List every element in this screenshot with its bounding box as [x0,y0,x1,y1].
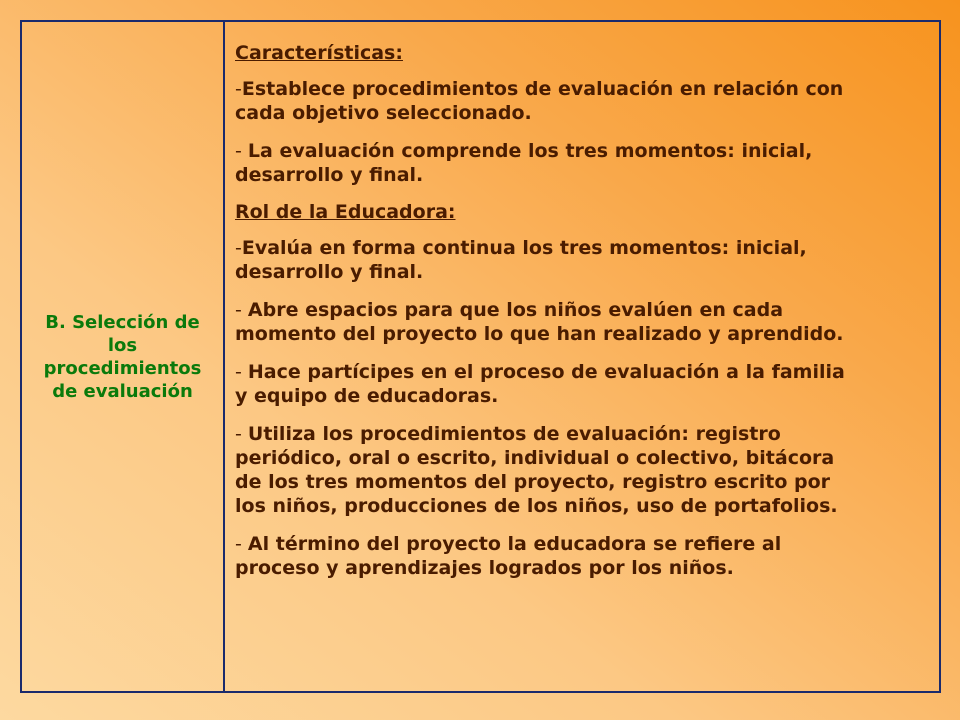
item-text-line: desarrollo y final. [235,261,424,283]
item-text-line: cada objetivo seleccionado. [235,102,532,124]
bullet-dash: - [235,361,248,383]
characteristic-item [235,77,925,125]
section-title-cell [22,22,225,691]
role-item [235,532,925,580]
item-text-line: Establece procedimientos de evaluación en relación con [241,78,844,100]
item-text-line: Evalúa en forma continua los tres momentos: inicial, [241,237,807,259]
bullet-dash: - [235,140,248,162]
role-item [235,236,925,284]
section-title-line: los [107,334,138,356]
characteristics-heading: Características: [235,42,403,64]
bullet-dash: - [235,237,242,259]
section-title-line: de evaluación [52,380,193,402]
bullet-dash: - [235,423,248,445]
item-text-line: Utiliza los procedimientos de evaluación: registro [247,423,781,445]
item-text-line: desarrollo y final. [235,164,424,186]
role-item [235,298,925,346]
item-text-line: momento del proyecto lo que han realizado y aprendido. [235,323,844,345]
item-text-line: periódico, oral o escrito, individual o colectivo, bitácora [235,447,835,469]
role-item [235,422,925,518]
content-table [20,20,941,693]
section-title-line: B. Selección de [45,311,200,333]
bullet-dash: - [235,78,242,100]
description-cell [225,22,939,691]
characteristic-item [235,139,925,187]
item-text-line: y equipo de educadoras. [235,385,499,407]
section-title-line: procedimientos [43,357,202,379]
section-title [38,311,208,403]
item-text-line: Abre espacios para que los niños evalúen en cada [247,299,784,321]
role-item [235,360,925,408]
item-text-line: Al término del proyecto la educadora se refiere al [247,533,782,555]
item-text-line: proceso y aprendizajes logrados por los niños. [235,557,734,579]
item-text-line: de los tres momentos del proyecto, registro escrito por [235,471,831,493]
bullet-dash: - [235,533,248,555]
item-text-line: La evaluación comprende los tres momentos: inicial, [247,140,813,162]
item-text-line: Hace partícipes en el proceso de evaluación a la familia [247,361,845,383]
role-heading: Rol de la Educadora: [235,201,456,223]
item-text-line: los niños, producciones de los niños, uso de portafolios. [235,495,838,517]
bullet-dash: - [235,299,248,321]
